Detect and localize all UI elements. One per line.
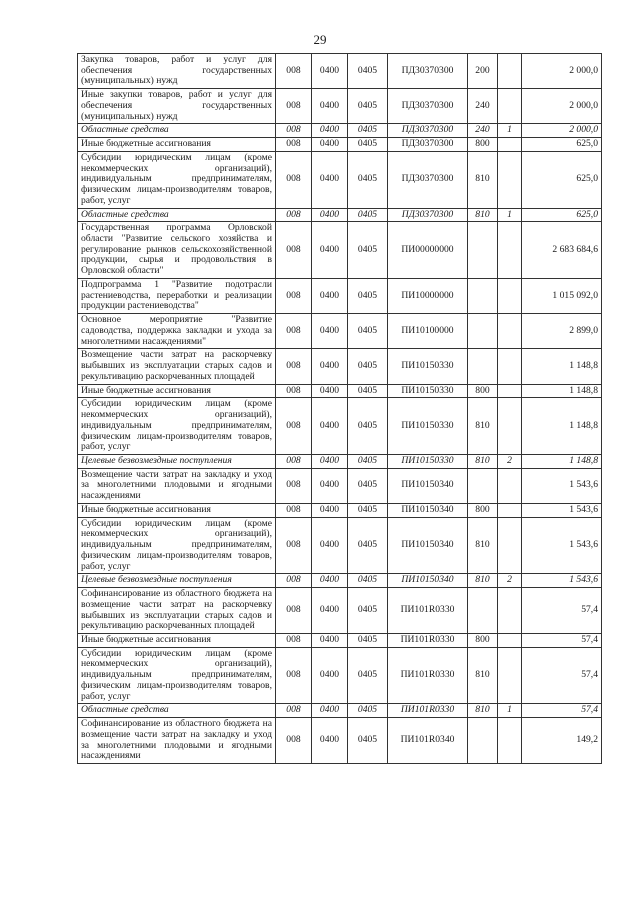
section-code-cell: 0400 (312, 151, 348, 208)
table-row (78, 574, 602, 588)
section-code-cell: 0400 (312, 314, 348, 349)
funding-source-cell (498, 517, 522, 574)
row-name-cell: Иные бюджетные ассигнования (78, 633, 276, 647)
row-name-cell: Субсидии юридическим лицам (кроме некоммерческих организаций), индивидуальным предпринимателям, физическим лицам-производителям товаров, работ, услуг (78, 647, 276, 704)
subsection-code-cell: 0405 (348, 314, 388, 349)
section-code-cell: 0400 (312, 704, 348, 718)
amount-cell: 57,4 (522, 647, 602, 704)
department-code-cell: 008 (276, 503, 312, 517)
row-name-cell: Субсидии юридическим лицам (кроме некоммерческих организаций), индивидуальным предпринимателям, физическим лицам-производителям товаров, работ, услуг (78, 517, 276, 574)
subsection-code-cell: 0405 (348, 398, 388, 455)
amount-cell: 2 683 684,6 (522, 222, 602, 279)
funding-source-cell (498, 468, 522, 503)
funding-source-cell (498, 349, 522, 384)
expense-type-code-cell (468, 222, 498, 279)
department-code-cell: 008 (276, 517, 312, 574)
target-item-code-cell: ПИ10150330 (388, 384, 468, 398)
table-row (78, 398, 602, 455)
department-code-cell: 008 (276, 398, 312, 455)
funding-source-cell (498, 398, 522, 455)
amount-cell: 57,4 (522, 704, 602, 718)
expense-type-code-cell: 800 (468, 138, 498, 152)
expense-type-code-cell: 240 (468, 124, 498, 138)
row-name-cell: Возмещение части затрат на раскорчевку выбывших из эксплуатации старых садов и рекультивацию раскорчеванных площадей (78, 349, 276, 384)
target-item-code-cell: ПД30370300 (388, 151, 468, 208)
subsection-code-cell: 0405 (348, 138, 388, 152)
section-code-cell: 0400 (312, 222, 348, 279)
subsection-code-cell: 0405 (348, 718, 388, 764)
department-code-cell: 008 (276, 89, 312, 124)
subsection-code-cell: 0405 (348, 704, 388, 718)
amount-cell: 625,0 (522, 138, 602, 152)
row-name-cell: Возмещение части затрат на закладку и уход за многолетними плодовыми и ягодными насаждениями (78, 468, 276, 503)
expense-type-code-cell: 240 (468, 89, 498, 124)
section-code-cell: 0400 (312, 574, 348, 588)
expense-type-code-cell: 200 (468, 54, 498, 89)
funding-source-cell: 2 (498, 574, 522, 588)
funding-source-cell (498, 718, 522, 764)
amount-cell: 625,0 (522, 208, 602, 222)
target-item-code-cell: ПД30370300 (388, 208, 468, 222)
target-item-code-cell: ПИ10150340 (388, 503, 468, 517)
section-code-cell: 0400 (312, 54, 348, 89)
funding-source-cell: 1 (498, 704, 522, 718)
funding-source-cell (498, 222, 522, 279)
expense-type-code-cell: 810 (468, 517, 498, 574)
subsection-code-cell: 0405 (348, 222, 388, 279)
expense-type-code-cell (468, 588, 498, 634)
department-code-cell: 008 (276, 574, 312, 588)
row-name-cell: Иные бюджетные ассигнования (78, 384, 276, 398)
row-name-cell: Закупка товаров, работ и услуг для обеспечения государственных (муниципальных) нужд (78, 54, 276, 89)
expense-type-code-cell: 810 (468, 704, 498, 718)
table-row (78, 314, 602, 349)
funding-source-cell (498, 633, 522, 647)
row-name-cell: Областные средства (78, 208, 276, 222)
funding-source-cell (498, 503, 522, 517)
row-name-cell: Субсидии юридическим лицам (кроме некоммерческих организаций), индивидуальным предпринимателям, физическим лицам-производителям товаров, работ, услуг (78, 398, 276, 455)
table-row (78, 138, 602, 152)
table-row (78, 384, 602, 398)
amount-cell: 1 543,6 (522, 574, 602, 588)
department-code-cell: 008 (276, 633, 312, 647)
amount-cell: 1 148,8 (522, 349, 602, 384)
funding-source-cell (498, 278, 522, 313)
table-row (78, 222, 602, 279)
subsection-code-cell: 0405 (348, 503, 388, 517)
department-code-cell: 008 (276, 384, 312, 398)
amount-cell: 1 148,8 (522, 398, 602, 455)
expense-type-code-cell: 810 (468, 454, 498, 468)
subsection-code-cell: 0405 (348, 54, 388, 89)
table-row (78, 588, 602, 634)
amount-cell: 1 543,6 (522, 503, 602, 517)
amount-cell: 625,0 (522, 151, 602, 208)
department-code-cell: 008 (276, 647, 312, 704)
expense-type-code-cell (468, 278, 498, 313)
subsection-code-cell: 0405 (348, 278, 388, 313)
department-code-cell: 008 (276, 222, 312, 279)
target-item-code-cell: ПД30370300 (388, 54, 468, 89)
department-code-cell: 008 (276, 208, 312, 222)
section-code-cell: 0400 (312, 468, 348, 503)
department-code-cell: 008 (276, 454, 312, 468)
section-code-cell: 0400 (312, 517, 348, 574)
expense-type-code-cell: 810 (468, 574, 498, 588)
department-code-cell: 008 (276, 718, 312, 764)
row-name-cell: Областные средства (78, 704, 276, 718)
section-code-cell: 0400 (312, 349, 348, 384)
row-name-cell: Государственная программа Орловской области "Развитие сельского хозяйства и регулирование рынков сельскохозяйственной продукции, сырья и продовольствия в Орловской области" (78, 222, 276, 279)
subsection-code-cell: 0405 (348, 574, 388, 588)
funding-source-cell (498, 588, 522, 634)
section-code-cell: 0400 (312, 588, 348, 634)
department-code-cell: 008 (276, 278, 312, 313)
target-item-code-cell: ПИ10150330 (388, 349, 468, 384)
amount-cell: 57,4 (522, 633, 602, 647)
table-row (78, 647, 602, 704)
target-item-code-cell: ПД30370300 (388, 89, 468, 124)
subsection-code-cell: 0405 (348, 89, 388, 124)
table-row (78, 503, 602, 517)
department-code-cell: 008 (276, 468, 312, 503)
funding-source-cell (498, 54, 522, 89)
row-name-cell: Подпрограмма 1 "Развитие подотрасли растениеводства, переработки и реализации продукции растениеводства" (78, 278, 276, 313)
target-item-code-cell: ПИ10100000 (388, 314, 468, 349)
department-code-cell: 008 (276, 314, 312, 349)
subsection-code-cell: 0405 (348, 208, 388, 222)
page-number: 29 (313, 32, 327, 47)
subsection-code-cell: 0405 (348, 384, 388, 398)
expense-type-code-cell: 810 (468, 208, 498, 222)
row-name-cell: Областные средства (78, 124, 276, 138)
table-row (78, 89, 602, 124)
subsection-code-cell: 0405 (348, 588, 388, 634)
table-row (78, 454, 602, 468)
expense-type-code-cell: 810 (468, 151, 498, 208)
section-code-cell: 0400 (312, 503, 348, 517)
expense-type-code-cell: 810 (468, 398, 498, 455)
expense-type-code-cell: 800 (468, 633, 498, 647)
target-item-code-cell: ПИ10000000 (388, 278, 468, 313)
budget-table (77, 53, 602, 764)
budget-table-body (78, 54, 602, 764)
table-row (78, 468, 602, 503)
subsection-code-cell: 0405 (348, 633, 388, 647)
section-code-cell: 0400 (312, 398, 348, 455)
department-code-cell: 008 (276, 704, 312, 718)
department-code-cell: 008 (276, 151, 312, 208)
row-name-cell: Софинансирование из областного бюджета на возмещение части затрат на раскорчевку выбывших из эксплуатации старых садов и рекультивацию раскорчеванных площадей (78, 588, 276, 634)
row-name-cell: Целевые безвозмездные поступления (78, 574, 276, 588)
expense-type-code-cell (468, 718, 498, 764)
expense-type-code-cell (468, 468, 498, 503)
department-code-cell: 008 (276, 124, 312, 138)
target-item-code-cell: ПД30370300 (388, 124, 468, 138)
row-name-cell: Целевые безвозмездные поступления (78, 454, 276, 468)
target-item-code-cell: ПИ101R0330 (388, 633, 468, 647)
target-item-code-cell: ПИ101R0330 (388, 647, 468, 704)
subsection-code-cell: 0405 (348, 468, 388, 503)
target-item-code-cell: ПД30370300 (388, 138, 468, 152)
expense-type-code-cell: 810 (468, 647, 498, 704)
section-code-cell: 0400 (312, 718, 348, 764)
amount-cell: 57,4 (522, 588, 602, 634)
section-code-cell: 0400 (312, 633, 348, 647)
amount-cell: 149,2 (522, 718, 602, 764)
table-row (78, 208, 602, 222)
row-name-cell: Иные закупки товаров, работ и услуг для обеспечения государственных (муниципальных) нужд (78, 89, 276, 124)
target-item-code-cell: ПИ101R0330 (388, 588, 468, 634)
row-name-cell: Иные бюджетные ассигнования (78, 503, 276, 517)
subsection-code-cell: 0405 (348, 349, 388, 384)
table-row (78, 151, 602, 208)
funding-source-cell (498, 89, 522, 124)
amount-cell: 1 015 092,0 (522, 278, 602, 313)
section-code-cell: 0400 (312, 89, 348, 124)
subsection-code-cell: 0405 (348, 647, 388, 704)
section-code-cell: 0400 (312, 208, 348, 222)
amount-cell: 2 000,0 (522, 54, 602, 89)
target-item-code-cell: ПИ10150340 (388, 517, 468, 574)
funding-source-cell (498, 138, 522, 152)
amount-cell: 2 000,0 (522, 89, 602, 124)
expense-type-code-cell (468, 349, 498, 384)
table-row (78, 718, 602, 764)
table-row (78, 349, 602, 384)
funding-source-cell: 2 (498, 454, 522, 468)
expense-type-code-cell (468, 314, 498, 349)
target-item-code-cell: ПИ10150330 (388, 398, 468, 455)
subsection-code-cell: 0405 (348, 517, 388, 574)
table-row (78, 278, 602, 313)
table-row (78, 124, 602, 138)
amount-cell: 1 148,8 (522, 454, 602, 468)
table-row (78, 633, 602, 647)
expense-type-code-cell: 800 (468, 384, 498, 398)
table-row (78, 704, 602, 718)
funding-source-cell: 1 (498, 124, 522, 138)
funding-source-cell (498, 151, 522, 208)
section-code-cell: 0400 (312, 138, 348, 152)
row-name-cell: Софинансирование из областного бюджета на возмещение части затрат на закладку и уход за многолетними плодовыми и ягодными насаждениями (78, 718, 276, 764)
section-code-cell: 0400 (312, 278, 348, 313)
amount-cell: 2 899,0 (522, 314, 602, 349)
section-code-cell: 0400 (312, 124, 348, 138)
table-row (78, 517, 602, 574)
row-name-cell: Основное мероприятие "Развитие садоводства, поддержка закладки и ухода за многолетними насаждениями" (78, 314, 276, 349)
department-code-cell: 008 (276, 54, 312, 89)
amount-cell: 1 543,6 (522, 468, 602, 503)
amount-cell: 1 148,8 (522, 384, 602, 398)
target-item-code-cell: ПИ10150340 (388, 468, 468, 503)
subsection-code-cell: 0405 (348, 151, 388, 208)
target-item-code-cell: ПИ10150330 (388, 454, 468, 468)
department-code-cell: 008 (276, 349, 312, 384)
section-code-cell: 0400 (312, 454, 348, 468)
target-item-code-cell: ПИ00000000 (388, 222, 468, 279)
target-item-code-cell: ПИ101R0340 (388, 718, 468, 764)
funding-source-cell (498, 647, 522, 704)
expense-type-code-cell: 800 (468, 503, 498, 517)
department-code-cell: 008 (276, 138, 312, 152)
funding-source-cell (498, 384, 522, 398)
table-row (78, 54, 602, 89)
funding-source-cell (498, 314, 522, 349)
department-code-cell: 008 (276, 588, 312, 634)
target-item-code-cell: ПИ10150340 (388, 574, 468, 588)
row-name-cell: Субсидии юридическим лицам (кроме некоммерческих организаций), индивидуальным предпринимателям, физическим лицам-производителям товаров, работ, услуг (78, 151, 276, 208)
section-code-cell: 0400 (312, 384, 348, 398)
row-name-cell: Иные бюджетные ассигнования (78, 138, 276, 152)
funding-source-cell: 1 (498, 208, 522, 222)
subsection-code-cell: 0405 (348, 454, 388, 468)
amount-cell: 2 000,0 (522, 124, 602, 138)
amount-cell: 1 543,6 (522, 517, 602, 574)
target-item-code-cell: ПИ101R0330 (388, 704, 468, 718)
subsection-code-cell: 0405 (348, 124, 388, 138)
section-code-cell: 0400 (312, 647, 348, 704)
